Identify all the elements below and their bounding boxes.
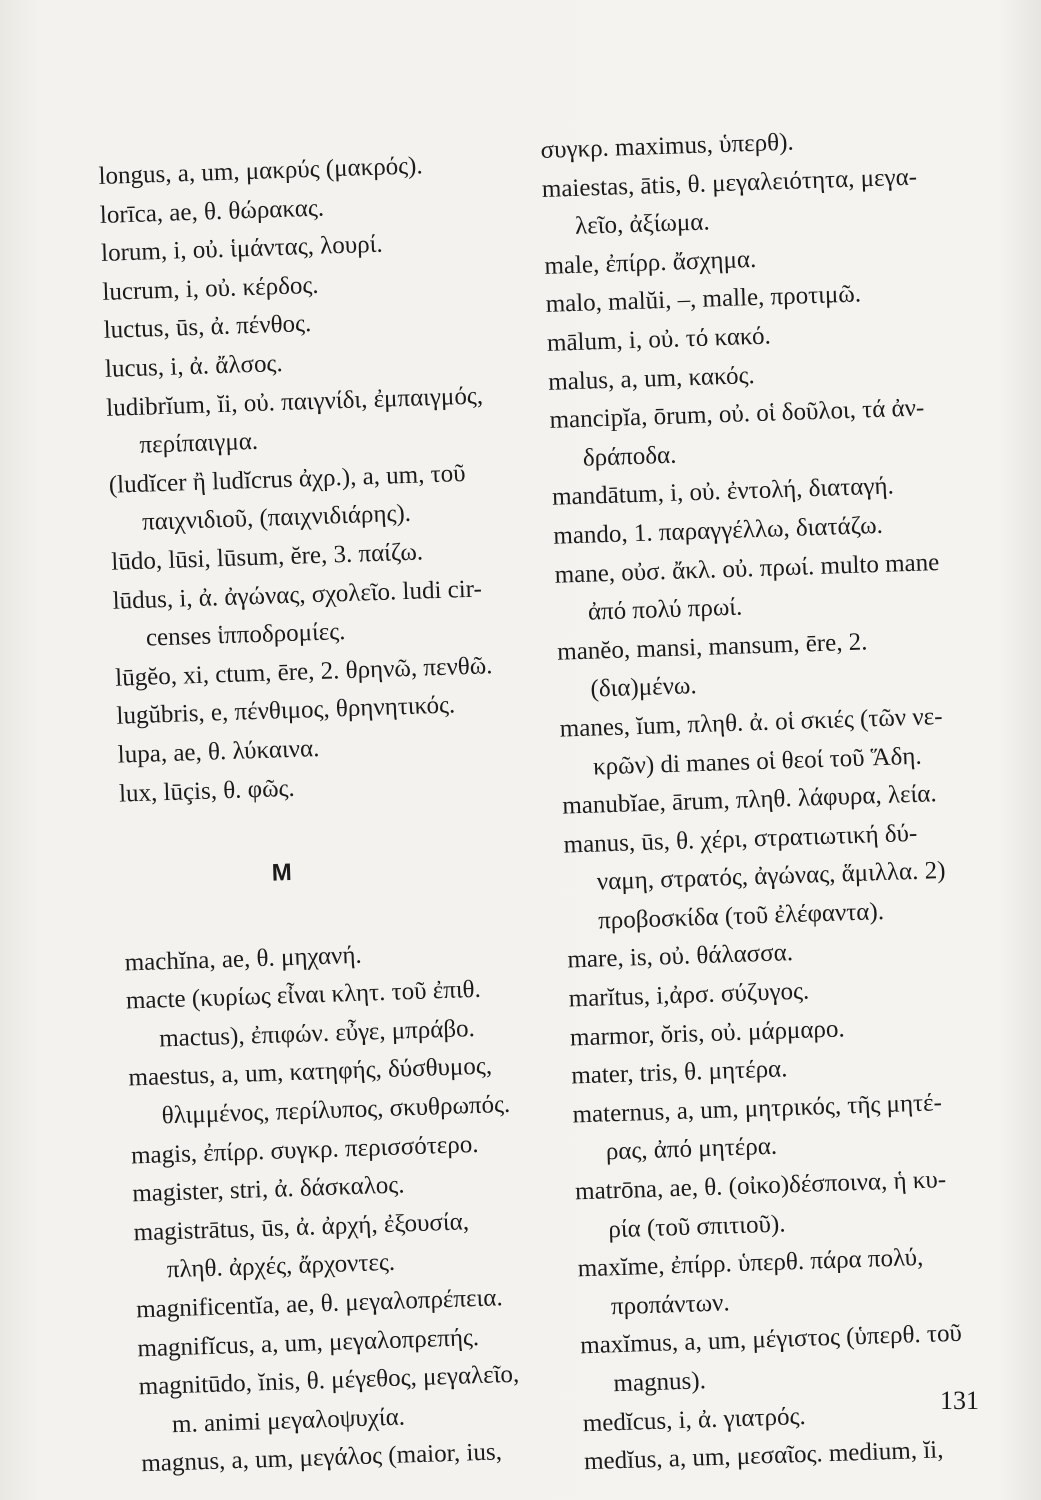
entry-continuation-line: ἀπό πολύ πρωί. bbox=[587, 593, 743, 626]
dictionary-entry-line: magis, ἐπίρρ. συγκρ. περισσότερο. bbox=[130, 1130, 479, 1170]
entry-continuation-line: πληθ. ἀρχές, ἄρχοντες. bbox=[166, 1249, 396, 1284]
entry-continuation-line: δράποδα. bbox=[582, 441, 677, 472]
entry-continuation-line: περίπαιγμα. bbox=[139, 428, 259, 459]
entry-continuation-line: παιχνιδιοῦ, (παιχνιδιάρης). bbox=[141, 500, 412, 537]
dictionary-entry-line: lucus, i, ἀ. ἄλσος. bbox=[104, 349, 284, 383]
right-column bbox=[540, 117, 1025, 1482]
entry-continuation-line: λεῖο, ἀξίωμα. bbox=[574, 208, 711, 241]
left-entries bbox=[98, 143, 560, 813]
dictionary-entry-line: marĭtus, i,ἀρσ. σύζυγος. bbox=[568, 977, 810, 1013]
entry-continuation-line: ρία (τοῦ σπιτιοῦ). bbox=[607, 1210, 786, 1243]
left-entries-m bbox=[124, 930, 582, 1485]
dictionary-entry-line: lūdo, lūsi, lūsum, ĕre, 3. παίζω. bbox=[110, 538, 424, 576]
dictionary-entry-line: longus, a, um, μακρύς (μακρός). bbox=[98, 152, 424, 190]
dictionary-entry-line: maestus, a, um, κατηφής, δύσθυμος, bbox=[128, 1052, 493, 1092]
dictionary-entry-line: medĭus, a, um, μεσαῖος. medium, ĭi, bbox=[583, 1436, 944, 1476]
dictionary-entry-line: mandātum, i, οὐ. ἐντολή, διαταγή. bbox=[551, 472, 895, 512]
dictionary-entry-line: lorum, i, οὐ. ἱμάντας, λουρί. bbox=[100, 230, 384, 268]
dictionary-entry-line: ludibrĭum, ĭi, οὐ. παιγνίδι, ἐμπαιγμός, bbox=[105, 381, 484, 422]
dictionary-entry-line: manĕo, mansi, mansum, ēre, 2. bbox=[556, 628, 868, 666]
dictionary-entry-line: lucrum, i, οὐ. κέρδος. bbox=[102, 271, 319, 306]
dictionary-entry-line: mando, 1. παραγγέλλω, διατάζω. bbox=[552, 511, 884, 550]
dictionary-entry-line: magnificentĭa, ae, θ. μεγαλοπρέπεια. bbox=[135, 1284, 504, 1324]
left-column bbox=[98, 143, 582, 1484]
dictionary-entry-line: lūdus, i, ἀ. ἀγώνας, σχολεῖο. ludi cir- bbox=[112, 575, 483, 615]
dictionary-entry-line: male, ἐπίρρ. ἄσχημα. bbox=[544, 245, 757, 280]
dictionary-entry-line: mālum, i, οὐ. τό κακό. bbox=[546, 322, 772, 357]
entry-continuation-line: προβοσκίδα (τοῦ ἐλέφαντα). bbox=[597, 897, 885, 935]
dictionary-entry-line: maxĭmus, a, um, μέγιστος (ὑπερθ. τοῦ bbox=[579, 1320, 963, 1360]
dictionary-entry-line: συγκρ. maximus, ὑπερθ). bbox=[540, 128, 795, 164]
entry-continuation-line: (δια)μένω. bbox=[590, 672, 698, 703]
dictionary-entry-line: maxĭme, ἐπίρρ. ὑπερθ. πάρα πολύ, bbox=[577, 1244, 924, 1283]
dictionary-entry-line: (ludĭcer ἢ ludĭcrus ἀχρ.), a, um, τοῦ bbox=[108, 459, 466, 499]
entry-continuation-line: censes ἱπποδρομίες. bbox=[145, 618, 346, 652]
dictionary-entry-line: matrōna, ae, θ. (οἰκο)δέσποινα, ἡ κυ- bbox=[574, 1166, 947, 1206]
dictionary-entry-line: lux, lūçis, θ. φῶς. bbox=[118, 774, 296, 808]
dictionary-entry-line: lugŭbris, e, πένθιμος, θρηνητικός. bbox=[116, 691, 456, 730]
entry-continuation-line: θλιμμένος, περίλυπος, σκυθρωπός. bbox=[161, 1090, 511, 1130]
dictionary-entry-line: magnifĭcus, a, um, μεγαλοπρεπής. bbox=[137, 1323, 480, 1362]
dictionary-entry-line: medĭcus, i, ἀ. γιατρός. bbox=[582, 1402, 807, 1437]
dictionary-entry-line: macte (κυρίως εἶναι κλητ. τοῦ ἐπιθ. bbox=[125, 976, 482, 1015]
entry-continuation-line: magnus). bbox=[613, 1367, 707, 1398]
entry-continuation-line: m. animi μεγαλοψυχία. bbox=[171, 1403, 406, 1439]
dictionary-entry-line: manus, ūs, θ. χέρι, στρατιωτική δύ- bbox=[563, 819, 918, 859]
dictionary-entry-line: lorīca, ae, θ. θώρακας. bbox=[99, 194, 325, 229]
dictionary-entry-line: maiestas, ātis, θ. μεγαλειότητα, μεγα- bbox=[541, 163, 918, 203]
section-letter-heading: M bbox=[271, 859, 293, 887]
entry-continuation-line: ρας, ἀπό μητέρα. bbox=[605, 1133, 778, 1166]
dictionary-entry-line: manubĭae, ārum, πληθ. λάφυρα, λεία. bbox=[561, 780, 938, 820]
dictionary-entry-line: mane, οὐσ. ἄκλ. οὐ. πρωί. multo mane bbox=[554, 548, 940, 589]
dictionary-entry-line: marmor, ŏris, οὐ. μάρμαρο. bbox=[569, 1015, 846, 1052]
page-number: 131 bbox=[940, 1386, 979, 1415]
dictionary-entry-line: malus, a, um, κακός. bbox=[547, 361, 756, 396]
dictionary-entry-line: mare, is, οὐ. θάλασσα. bbox=[567, 939, 794, 975]
dictionary-entry-line: magnitūdo, ĭnis, θ. μέγεθος, μεγαλεῖο, bbox=[138, 1360, 520, 1401]
entry-continuation-line: κρῶν) di manes οἱ θεοί τοῦ Ἅδη. bbox=[592, 742, 923, 781]
dictionary-entry-line: machĭna, ae, θ. μηχανή. bbox=[124, 941, 363, 977]
right-entries bbox=[540, 117, 1025, 1482]
dictionary-entry-line: magistrātus, ūs, ἀ. ἀρχή, ἐξουσία, bbox=[133, 1208, 470, 1247]
dictionary-entry-line: magister, stri, ἀ. δάσκαλος. bbox=[131, 1171, 405, 1208]
dictionary-entry-line: luctus, ūs, ἀ. πένθος. bbox=[103, 310, 312, 345]
dictionary-entry-line: mancipĭa, ōrum, οὐ. οἱ δοῦλοι, τά ἀν- bbox=[549, 394, 925, 434]
dictionary-entry-line: manes, ĭum, πληθ. ἀ. οἱ σκιές (τῶν νε- bbox=[559, 702, 943, 743]
dictionary-entry-line: mater, tris, θ. μητέρα. bbox=[570, 1055, 788, 1090]
dictionary-entry-line: maternus, a, um, μητρικός, τῆς μητέ- bbox=[572, 1089, 943, 1129]
dictionary-entry-line: lūgĕo, xi, ctum, ēre, 2. θρηνῶ, πενθῶ. bbox=[114, 651, 493, 692]
entry-continuation-line: ναμη, στρατός, ἀγώνας, ἅμιλλα. 2) bbox=[596, 857, 946, 896]
dictionary-entry-line: lupa, ae, θ. λύκαινα. bbox=[117, 734, 320, 769]
dictionary-entry-line: magnus, a, um, μεγάλος (maior, ius, bbox=[140, 1438, 503, 1478]
dictionary-entry-line: malo, malŭi, –, malle, προτιμῶ. bbox=[545, 280, 862, 319]
entry-continuation-line: mactus), ἐπιφών. εὖγε, μπράβο. bbox=[158, 1014, 476, 1053]
entry-continuation-line: προπάντων. bbox=[610, 1289, 731, 1321]
